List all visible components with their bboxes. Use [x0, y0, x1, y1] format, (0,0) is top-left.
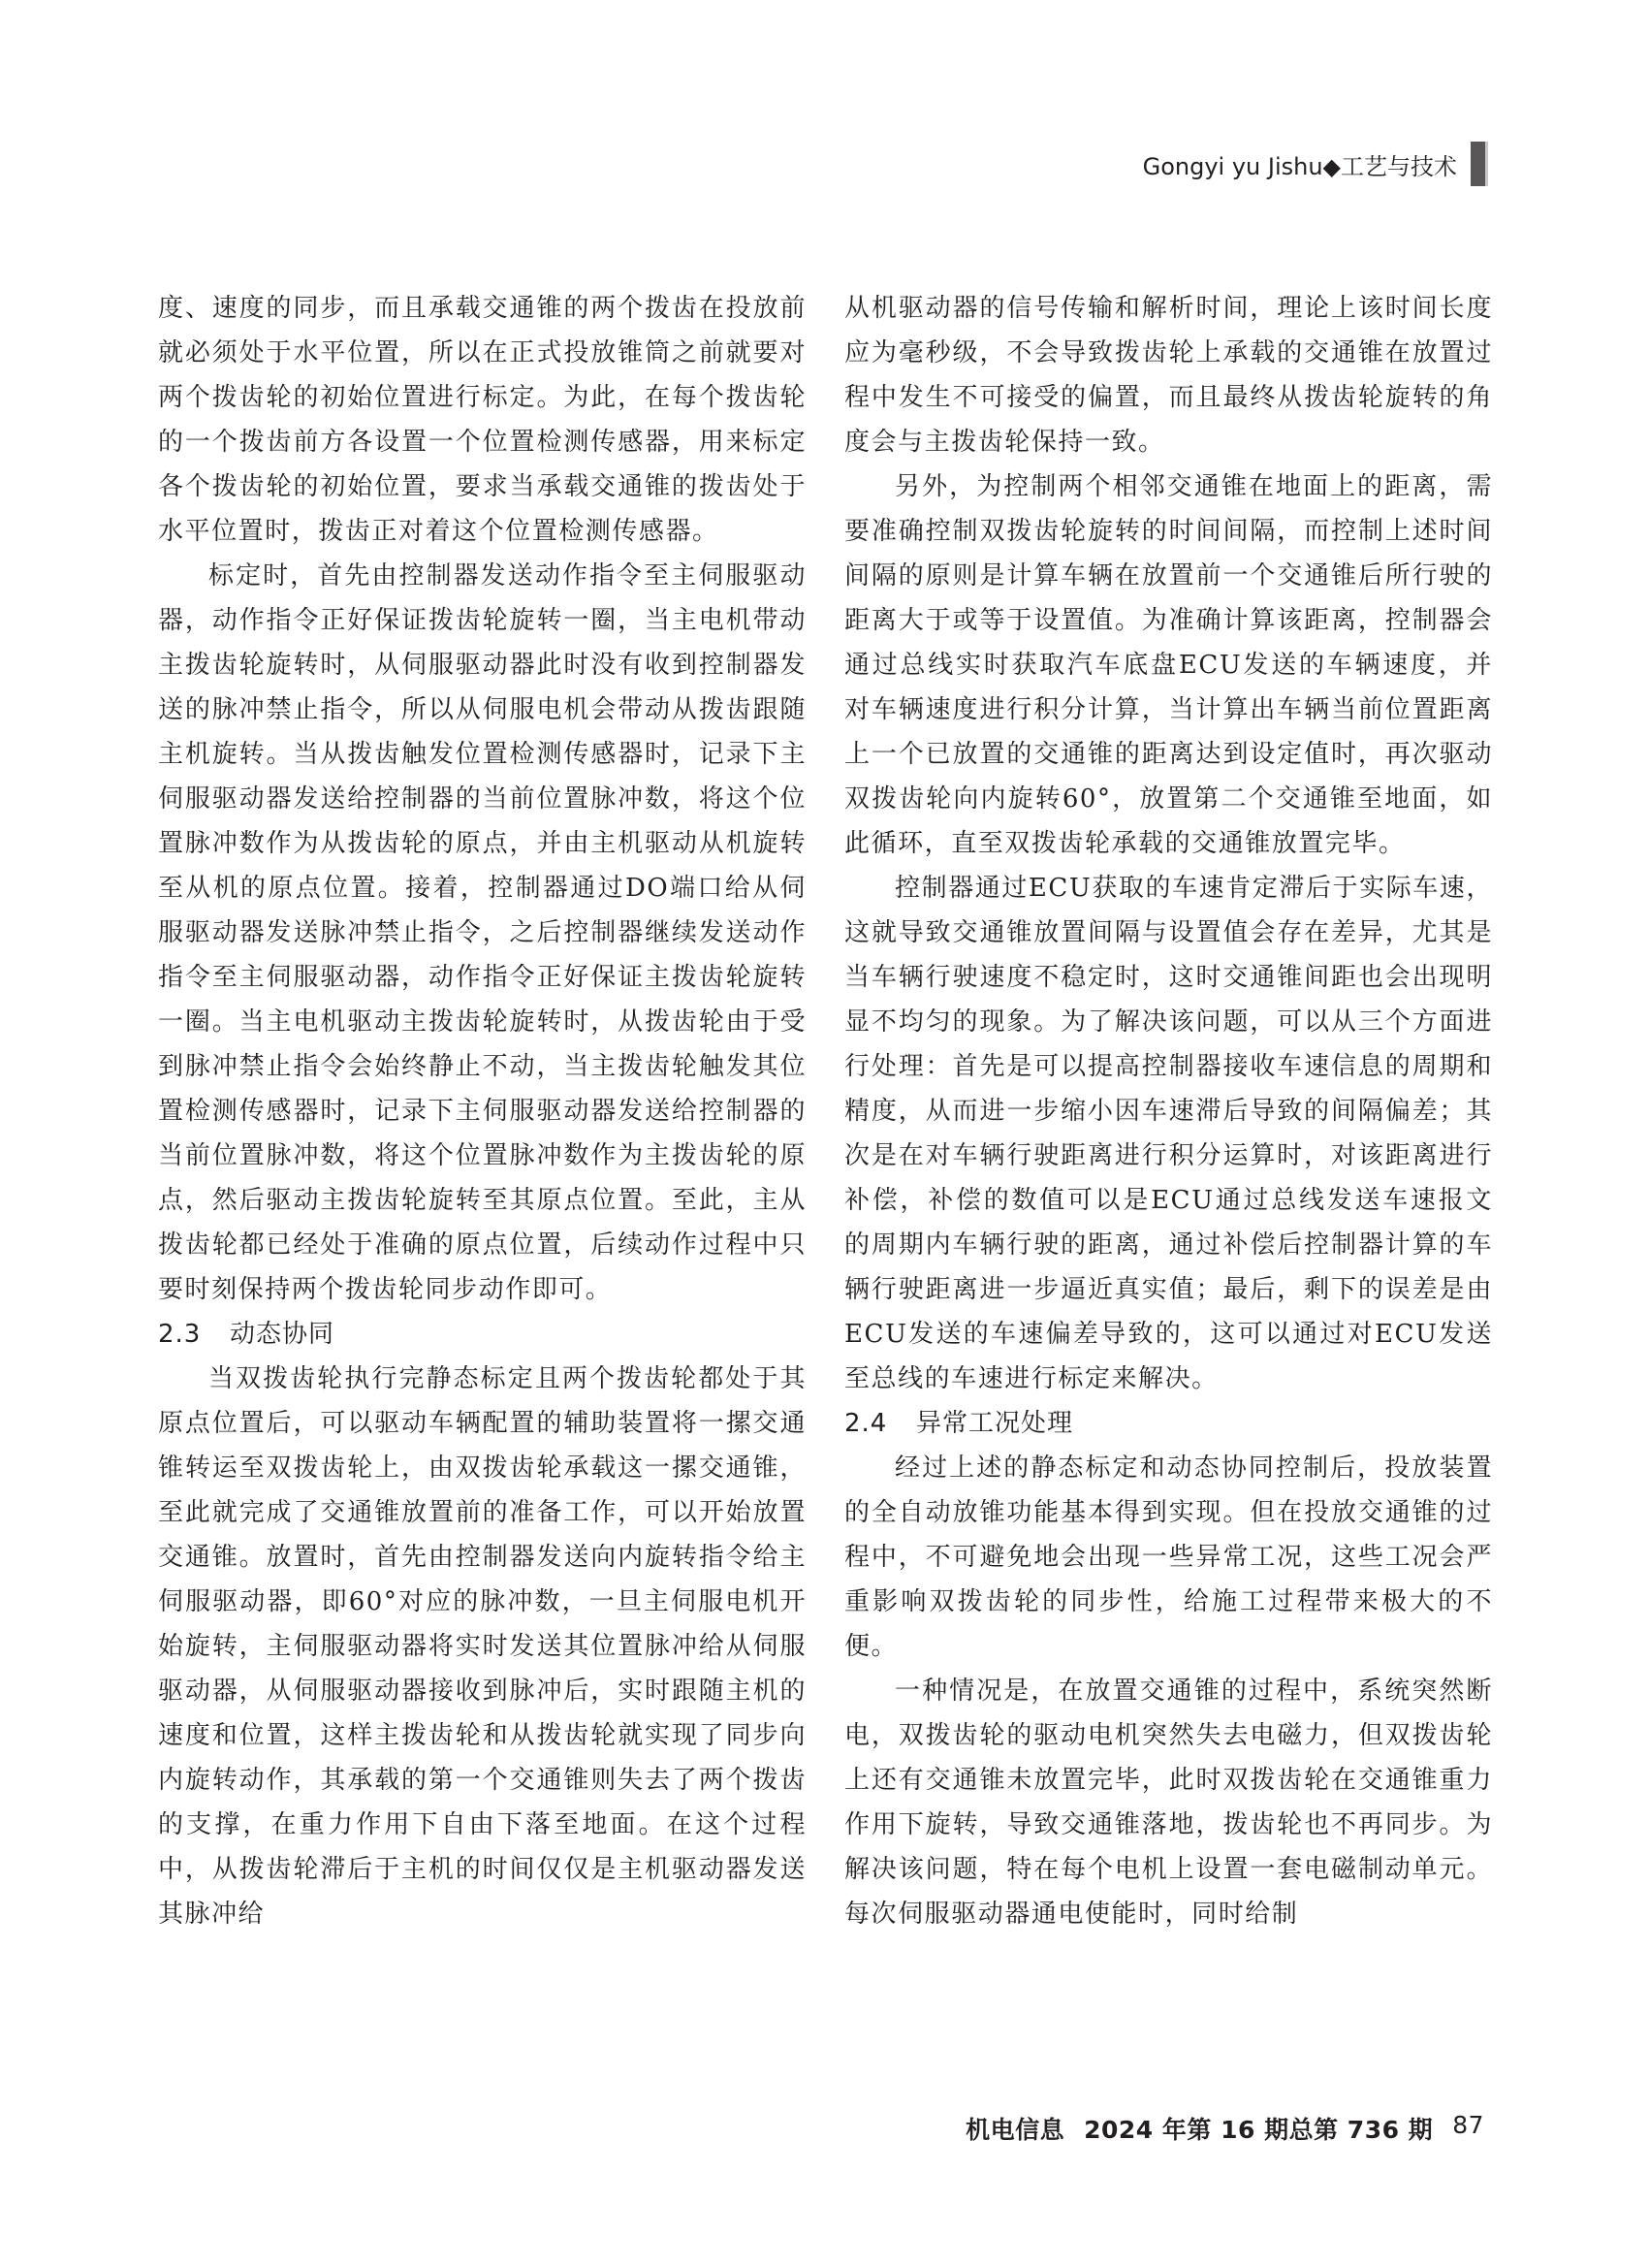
body-paragraph: 一种情况是，在放置交通锥的过程中，系统突然断电，双拨齿轮的驱动电机突然失去电磁力，但双拨齿轮上还有交通锥未放置完毕，此时双拨齿轮在交通锥重力作用下旋转，导致交通锥落地，拨齿轮也不再同步。为解决该问题，特在每个电机上设置一套电磁制动单元。每次伺服驱动器通电使能时，同时给制 — [844, 1677, 1493, 1929]
body-paragraph: 当双拨齿轮执行完静态标定且两个拨齿轮都处于其原点位置后，可以驱动车辆配置的辅助装置将一摞交通锥转运至双拨齿轮上，由双拨齿轮承载这一摞交通锥，至此就完成了交通锥放置前的准备工作，可以开始放置交通锥。放置时，首先由控制器发送向内旋转指令给主伺服驱动器，即60°对应的脉冲数，一旦主伺服电机开始旋转，主伺服驱动器将实时发送其位置脉冲给从伺服驱动器，从伺服驱动器接收到脉冲后，实时跟随主机的速度和位置，这样主拨齿轮和从拨齿轮就实现了同步向内旋转动作，其承载的第一个交通锥则失去了两个拨齿的支撑，在重力作用下自由下落至地面。在这个过程中，从拨齿轮滞后于主机的时间仅仅是主机驱动器发送其脉冲给 — [158, 1364, 807, 1929]
body-paragraph: 度、速度的同步，而且承载交通锥的两个拨齿在投放前就必须处于水平位置，所以在正式投放锥筒之前就要对两个拨齿轮的初始位置进行标定。为此，在每个拨齿轮的一个拨齿前方各设置一个位置检测传感器，用来标定各个拨齿轮的初始位置，要求当承载交通锥的拨齿处于水平位置时，拨齿正对着这个位置检测传感器。 — [158, 294, 807, 546]
page-footer — [966, 2111, 1484, 2146]
issue-info: 2024 年第 16 期总第 736 期 — [1084, 2116, 1434, 2144]
section-heading — [158, 1312, 807, 1357]
header-bar-decoration — [1471, 142, 1488, 186]
body-paragraph: 从机驱动器的信号传输和解析时间，理论上该时间长度应为毫秒级，不会导致拨齿轮上承载的交通锥在放置过程中发生不可接受的偏置，而且最终从拨齿轮旋转的角度会与主拨齿轮保持一致。 — [844, 294, 1493, 457]
body-paragraph: 另外，为控制两个相邻交通锥在地面上的距离，需要准确控制双拨齿轮旋转的时间间隔，而控制上述时间间隔的原则是计算车辆在放置前一个交通锥后所行驶的距离大于或等于设置值。为准确计算该距离，控制器会通过总线实时获取汽车底盘ECU发送的车辆速度，并对车辆速度进行积分计算，当计算出车辆当前位置距离上一个已放置的交通锥的距离达到设定值时，再次驱动双拨齿轮向内旋转60°，放置第二个交通锥至地面，如此循环，直至双拨齿轮承载的交通锥放置完毕。 — [844, 472, 1493, 858]
page-number: 87 — [1452, 2111, 1484, 2139]
body-paragraph: 经过上述的静态标定和动态协同控制后，投放装置的全自动放锥功能基本得到实现。但在投放交通锥的过程中，不可避免地会出现一些异常工况，这些工况会严重影响双拨齿轮的同步性，给施工过程带来极大的不便。 — [844, 1453, 1493, 1661]
section-title: 动态协同 — [230, 1320, 335, 1349]
running-header — [1143, 142, 1488, 186]
left-column — [158, 286, 807, 1936]
section-number: 2.4 — [844, 1409, 888, 1438]
section-number: 2.3 — [158, 1320, 202, 1349]
right-column — [844, 286, 1493, 1936]
running-title: Gongyi yu Jishu◆工艺与技术 — [1142, 152, 1457, 180]
section-heading — [844, 1401, 1493, 1446]
body-paragraph: 标定时，首先由控制器发送动作指令至主伺服驱动器，动作指令正好保证拨齿轮旋转一圈，当主电机带动主拨齿轮旋转时，从伺服驱动器此时没有收到控制器发送的脉冲禁止指令，所以从伺服电机会带动从拨齿跟随主机旋转。当从拨齿触发位置检测传感器时，记录下主伺服驱动器发送给控制器的当前位置脉冲数，将这个位置脉冲数作为从拨齿轮的原点，并由主机驱动从机旋转至从机的原点位置。接着，控制器通过DO端口给从伺服驱动器发送脉冲禁止指令，之后控制器继续发送动作指令至主伺服驱动器，动作指令正好保证主拨齿轮旋转一圈。当主电机驱动主拨齿轮旋转时，从拨齿轮由于受到脉冲禁止指令会始终静止不动，当主拨齿轮触发其位置检测传感器时，记录下主伺服驱动器发送给控制器的当前位置脉冲数，将这个位置脉冲数作为主拨齿轮的原点，然后驱动主拨齿轮旋转至其原点位置。至此，主从拨齿轮都已经处于准确的原点位置，后续动作过程中只要时刻保持两个拨齿轮同步动作即可。 — [158, 561, 807, 1304]
journal-name: 机电信息 — [966, 2116, 1065, 2144]
section-title: 异常工况处理 — [916, 1409, 1074, 1438]
body-paragraph: 控制器通过ECU获取的车速肯定滞后于实际车速，这就导致交通锥放置间隔与设置值会存在差异，尤其是当车辆行驶速度不稳定时，这时交通锥间距也会出现明显不均匀的现象。为了解决该问题，可以从三个方面进行处理：首先是可以提高控制器接收车速信息的周期和精度，从而进一步缩小因车速滞后导致的间隔偏差；其次是在对车辆行驶距离进行积分运算时，对该距离进行补偿，补偿的数值可以是ECU通过总线发送车速报文的周期内车辆行驶的距离，通过补偿后控制器计算的车辆行驶距离进一步逼近真实值；最后，剩下的误差是由ECU发送的车速偏差导致的，这可以通过对ECU发送至总线的车速进行标定来解决。 — [844, 874, 1493, 1393]
